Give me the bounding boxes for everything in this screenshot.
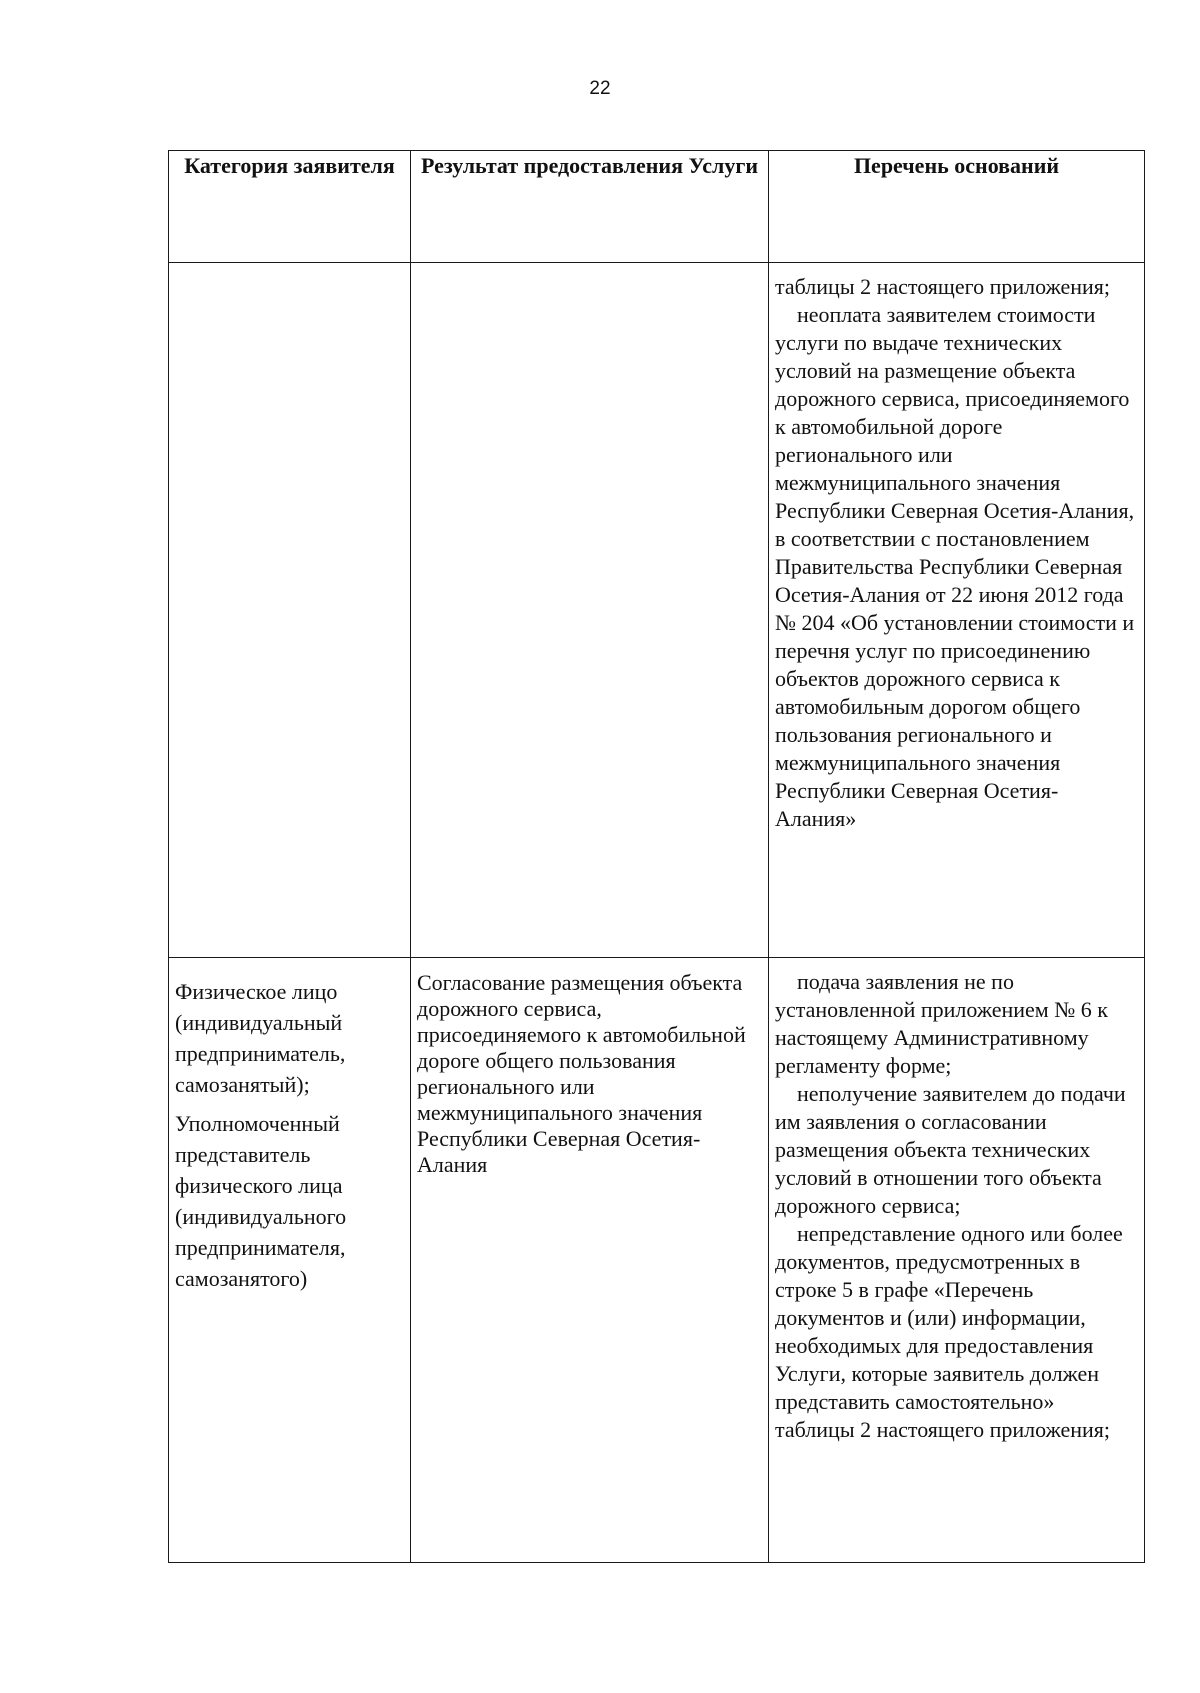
grounds-paragraph: непредставление одного или более документов, предусмотренных в строке 5 в графе «Перечень документов и (или) информации, необходимых для предоставления Услуги, которые заявитель должен представить самостоятельно» таблицы 2 настоящего приложения; bbox=[775, 1221, 1123, 1442]
row2-result-cell bbox=[411, 958, 769, 1563]
row2-category-cell bbox=[169, 958, 411, 1563]
header-result: Результат предоставления Услуги bbox=[411, 151, 769, 263]
header-category: Категория заявителя bbox=[169, 151, 411, 263]
table-header-row bbox=[169, 151, 1145, 263]
category-text: Уполномоченный представитель физического лица (индивидуального предпринимателя, самозанятого) bbox=[175, 1111, 347, 1291]
header-grounds: Перечень оснований bbox=[769, 151, 1145, 263]
row1-category-cell bbox=[169, 263, 411, 958]
table-row bbox=[169, 263, 1145, 958]
grounds-paragraph: неполучение заявителем до подачи им заявления о согласовании размещения объекта технических условий в отношении того объекта дорожного сервиса; bbox=[775, 1081, 1126, 1218]
grounds-paragraph: подача заявления не по установленной приложением № 6 к настоящему Административному регламенту форме; bbox=[775, 969, 1108, 1078]
row2-grounds-cell bbox=[769, 958, 1145, 1563]
row1-grounds-cell bbox=[769, 263, 1145, 958]
row1-result-cell bbox=[411, 263, 769, 958]
grounds-table bbox=[168, 150, 1145, 1563]
table-row bbox=[169, 958, 1145, 1563]
grounds-paragraph: таблицы 2 настоящего приложения; bbox=[775, 274, 1111, 299]
result-text: Согласование размещения объекта дорожного сервиса, присоединяемого к автомобильной дороге общего пользования регионального или межмуниципального значения Республики Северная Осетия-Алания bbox=[417, 970, 746, 1177]
grounds-paragraph: неоплата заявителем стоимости услуги по выдаче технических условий на размещение объекта дорожного сервиса, присоединяемого к автомобильной дороге регионального или межмуниципального значения Республики Северная Осетия-Алания, в соответствии с постановлением Правительства Республики Северная Осетия-Алания от 22 июня 2012 года № 204 «Об установлении стоимости и перечня услуг по присоединению объектов дорожного сервиса к автомобильным дорогом общего пользования регионального и межмуниципального значения Республики Северная Осетия-Алания» bbox=[775, 302, 1135, 831]
page-number: 22 bbox=[589, 78, 611, 99]
category-text: Физическое лицо (индивидуальный предприниматель, самозанятый); bbox=[175, 979, 346, 1097]
